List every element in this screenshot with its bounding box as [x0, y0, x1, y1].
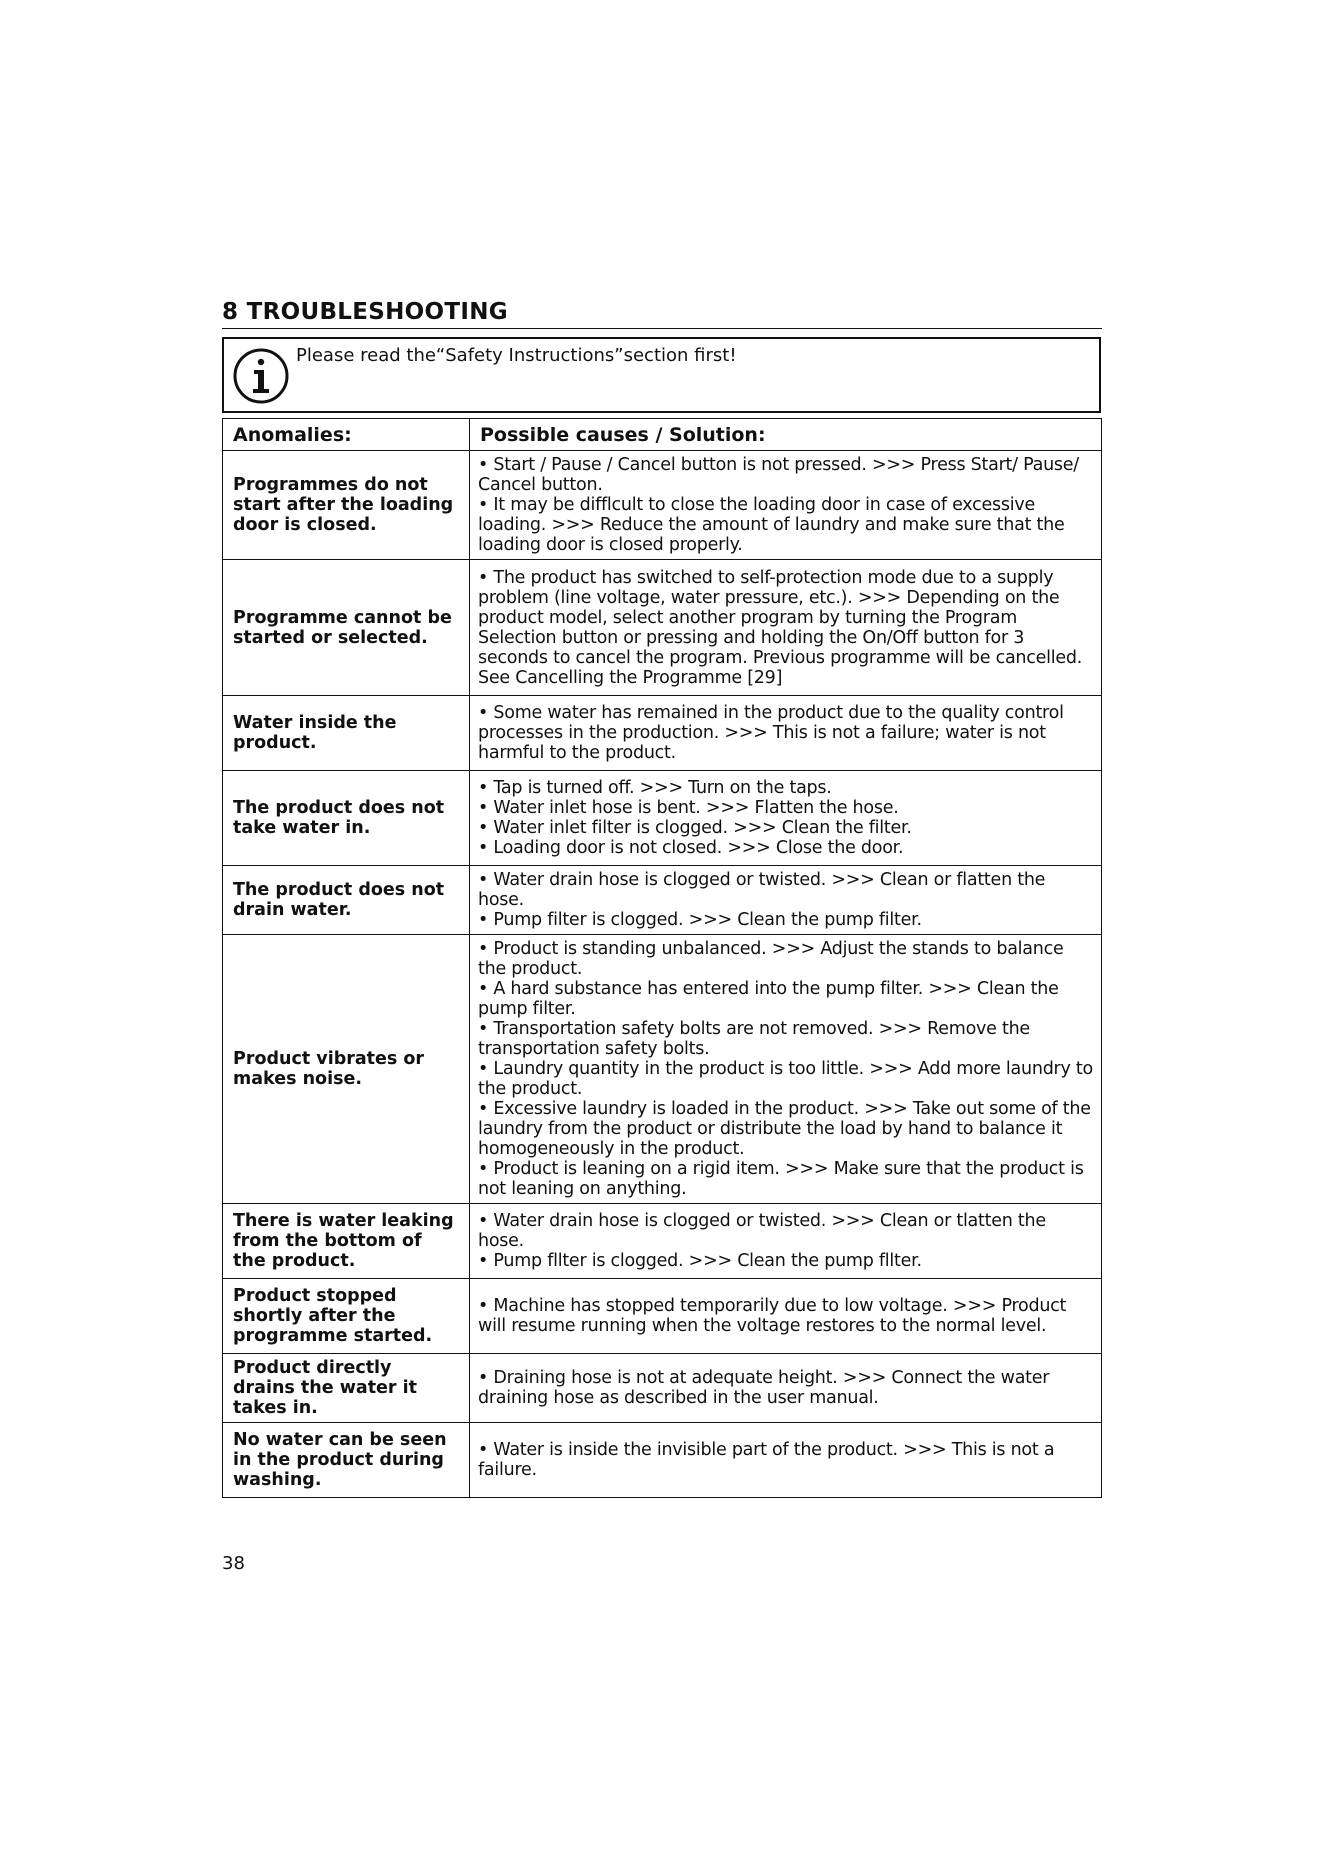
page-title: 8 TROUBLESHOOTING — [222, 298, 1102, 329]
solution-line: • Water drain hose is clogged or twisted. >>> Clean or flatten the hose. — [478, 870, 1046, 910]
solution-line: • Laundry quantity in the product is too little. >>> Add more laundry to the product. — [478, 1059, 1093, 1099]
header-anomalies: Anomalies: — [223, 419, 470, 451]
solution-line: • The product has switched to self-protection mode due to a supply problem (line voltage, water pressure, etc.). >>> Depending on the product model, select another program by turning the Program Selection button or pressing and holding the On/Off button for 3 seconds to cancel the program. Previous programme will be cancelled. See Cancelling the Programme [29] — [478, 567, 1083, 688]
anomaly-cell: The product does not take water in. — [223, 771, 470, 866]
solution-cell — [470, 560, 1102, 696]
solution-line: • Product is leaning on a rigid item. >>> Make sure that the product is not leaning on anything. — [478, 1159, 1084, 1199]
solution-line: • It may be difflcult to close the loading door in case of excessive loading. >>> Reduce the amount of laundry and make sure that the loading door is closed properly. — [478, 495, 1065, 555]
solution-cell — [470, 866, 1102, 935]
solution-line: • Tap is turned off. >>> Turn on the taps. — [478, 778, 832, 798]
anomaly-cell: Programme cannot be started or selected. — [223, 560, 470, 696]
table-row — [223, 560, 1102, 696]
table-row — [223, 1279, 1102, 1354]
info-icon — [232, 347, 290, 405]
solution-line: • A hard substance has entered into the pump filter. >>> Clean the pump filter. — [478, 979, 1059, 1019]
header-solution: Possible causes / Solution: — [470, 419, 1102, 451]
solution-cell — [470, 1354, 1102, 1423]
solution-line: • Transportation safety bolts are not removed. >>> Remove the transportation safety bolts. — [478, 1019, 1030, 1059]
notice-text: Please read the“Safety Instructions”section first! — [296, 345, 737, 366]
solution-line: • Pump fllter is clogged. >>> Clean the pump fllter. — [478, 1251, 922, 1271]
solution-line: • Machine has stopped temporarily due to low voltage. >>> Product will resume running when the voltage restores to the normal level. — [478, 1296, 1067, 1336]
solution-cell — [470, 1204, 1102, 1279]
table-row — [223, 1423, 1102, 1498]
page-number: 38 — [222, 1553, 245, 1574]
table-row — [223, 1354, 1102, 1423]
solution-cell — [470, 1423, 1102, 1498]
troubleshooting-table — [222, 418, 1102, 1498]
table-row — [223, 451, 1102, 560]
solution-cell — [470, 1279, 1102, 1354]
solution-cell — [470, 771, 1102, 866]
solution-line: • Water inlet hose is bent. >>> Flatten the hose. — [478, 798, 899, 818]
solution-line: • Start / Pause / Cancel button is not pressed. >>> Press Start/ Pause/ Cancel button. — [478, 455, 1079, 495]
solution-line: • Draining hose is not at adequate height. >>> Connect the water draining hose as described in the user manual. — [478, 1368, 1050, 1408]
solution-line: • Some water has remained in the product due to the quality control processes in the production. >>> This is not a failure; water is not harmful to the product. — [478, 703, 1064, 763]
solution-cell — [470, 935, 1102, 1204]
anomaly-cell: Product directly drains the water it takes in. — [223, 1354, 470, 1423]
solution-line: • Water is inside the invisible part of the product. >>> This is not a failure. — [478, 1440, 1055, 1480]
table-row — [223, 1204, 1102, 1279]
solution-cell — [470, 451, 1102, 560]
table-header-row — [223, 419, 1102, 451]
solution-line: • Pump filter is clogged. >>> Clean the pump filter. — [478, 910, 922, 930]
table-row — [223, 771, 1102, 866]
table-row — [223, 935, 1102, 1204]
anomaly-cell: No water can be seen in the product during washing. — [223, 1423, 470, 1498]
solution-line: • Excessive laundry is loaded in the product. >>> Take out some of the laundry from the product or distribute the load by hand to balance it homogeneously in the product. — [478, 1099, 1091, 1159]
anomaly-cell: Product vibrates or makes noise. — [223, 935, 470, 1204]
anomaly-cell: Product stopped shortly after the programme started. — [223, 1279, 470, 1354]
anomaly-cell: Programmes do not start after the loading door is closed. — [223, 451, 470, 560]
solution-line: • Water inlet filter is clogged. >>> Clean the filter. — [478, 818, 912, 838]
solution-line: • Product is standing unbalanced. >>> Adjust the stands to balance the product. — [478, 939, 1064, 979]
anomaly-cell: There is water leaking from the bottom of the product. — [223, 1204, 470, 1279]
solution-line: • Water drain hose is clogged or twisted. >>> Clean or tlatten the hose. — [478, 1211, 1046, 1251]
table-row — [223, 866, 1102, 935]
solution-line: • Loading door is not closed. >>> Close the door. — [478, 838, 904, 858]
safety-notice — [222, 337, 1101, 413]
anomaly-cell: Water inside the product. — [223, 696, 470, 771]
anomaly-cell: The product does not drain water. — [223, 866, 470, 935]
table-row — [223, 696, 1102, 771]
solution-cell — [470, 696, 1102, 771]
